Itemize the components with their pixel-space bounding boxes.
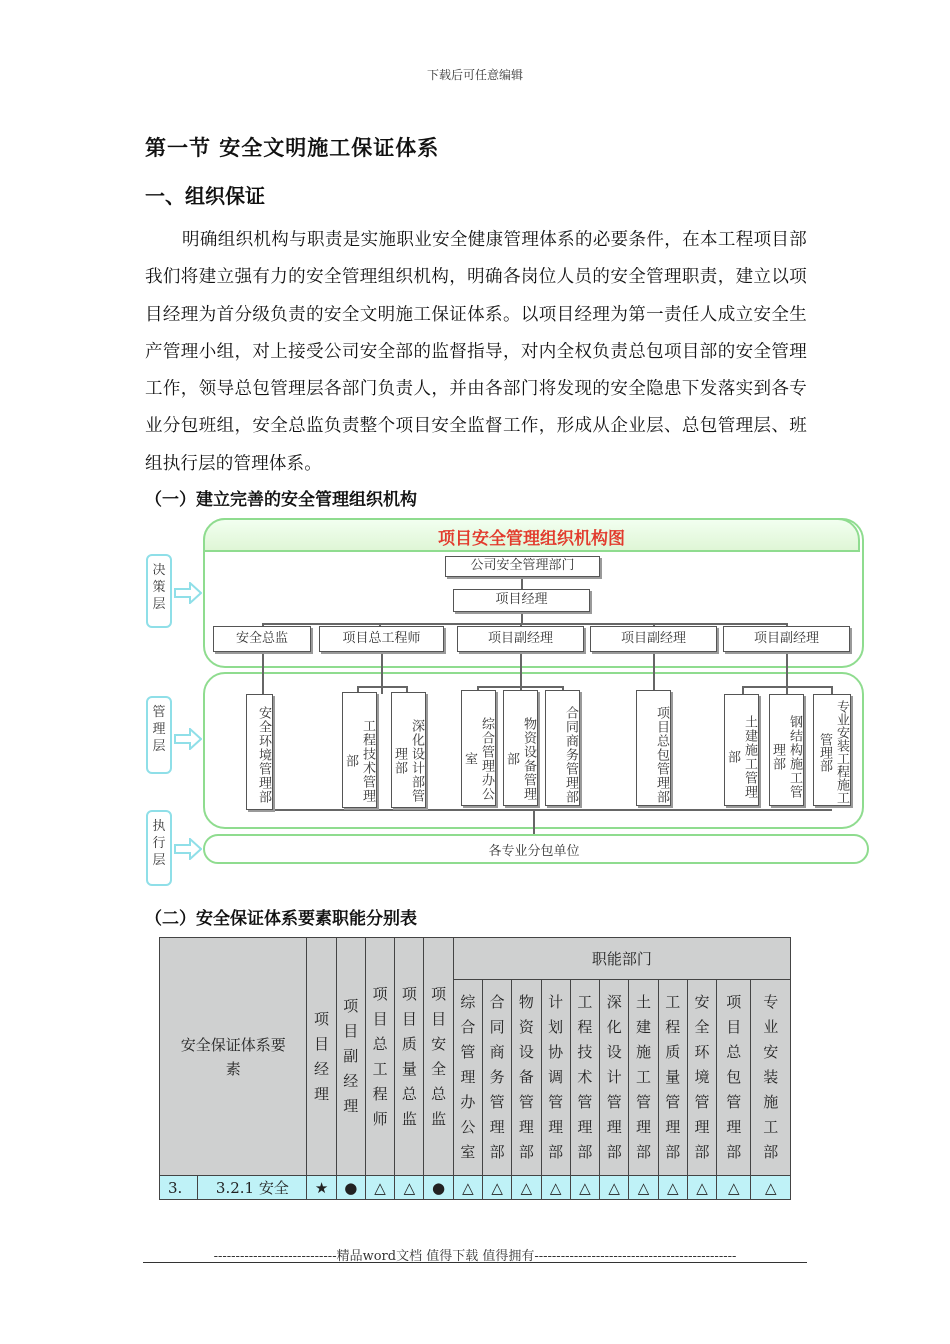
- mark-cell: △: [658, 1176, 687, 1200]
- mark-cell: ●: [424, 1176, 453, 1200]
- element-header: 安全保证体系要素: [160, 938, 307, 1176]
- department-box: 物资设备管理部: [503, 690, 538, 806]
- chart-title: 项目安全管理组织机构图: [438, 529, 625, 549]
- dept-header: 土 建 施 工 管 理 部: [629, 980, 658, 1176]
- company-safety-dept-box: 公司安全管理部门: [445, 556, 600, 577]
- second-row-box: 项目副经理: [723, 626, 850, 652]
- dept-header: 项 目 总 包 管 理 部: [717, 980, 751, 1176]
- dept-header: 深 化 设 计 管 理 部: [600, 980, 629, 1176]
- mark-cell: ★: [307, 1176, 336, 1200]
- department-box: 项目总包管理部: [636, 690, 671, 806]
- heading-org-structure: （一）建立完善的安全管理组织机构: [145, 490, 417, 510]
- second-row-box: 安全总监: [213, 626, 311, 652]
- mark-cell: △: [512, 1176, 541, 1200]
- subsection-title: 一、组织保证: [145, 184, 265, 208]
- dept-header: 安 全 环 境 管 理 部: [687, 980, 716, 1176]
- role-header: 项 目 经 理: [307, 938, 336, 1176]
- mark-cell: △: [751, 1176, 791, 1200]
- dept-header: 工 程 技 术 管 理 部: [570, 980, 599, 1176]
- mark-cell: △: [541, 1176, 570, 1200]
- body-paragraph: 明确组织机构与职责是实施职业安全健康管理体系的必要条件，在本工程项目部我们将建立强有力的安全管理组织机构，明确各岗位人员的安全管理职责，建立以项目经理为首分级负责的安全文明施工保证体系。以项目经理为第一责任人成立安全生产管理小组，对上接受公司安全部的监督指导，对内全权负责总包项目部的安全管理工作，领导总包管理层各部门负责人，并由各部门将发现的安全隐患下发落实到各专业分包班组，安全总监负责整个项目安全监督工作，形成从企业层、总包管理层、班组执行层的管理体系。: [145, 230, 807, 474]
- project-manager-box: 项目经理: [453, 589, 590, 612]
- subcontractors-label: 各专业分包单位: [488, 844, 580, 859]
- dept-header: 合 同 商 务 管 理 部: [483, 980, 512, 1176]
- mark-cell: △: [453, 1176, 482, 1200]
- header-note: 下载后可任意编辑: [426, 68, 523, 82]
- dept-group-header: 职能部门: [453, 938, 790, 980]
- department-box: 安全环境管理部: [246, 694, 273, 810]
- mark-cell: △: [600, 1176, 629, 1200]
- dept-header: 工 程 质 量 管 理 部: [658, 980, 687, 1176]
- dept-header: 专 业 安 装 施 工 部: [751, 980, 791, 1176]
- department-box: 钢结构施工管理部: [769, 694, 804, 806]
- row-number: 3.: [160, 1176, 198, 1200]
- role-header: 项 目 质 量 总 监: [395, 938, 424, 1176]
- role-header: 项 目 副 经 理: [336, 938, 365, 1176]
- mark-cell: △: [629, 1176, 658, 1200]
- arrow-right-icon: [174, 582, 202, 604]
- layer-management: 管 理 层: [146, 696, 172, 774]
- role-header: 项 目 总 工 程 师: [365, 938, 394, 1176]
- department-box: 土建施工管理部: [724, 694, 759, 806]
- row-element: 3.2.1 安全: [198, 1176, 307, 1200]
- heading-function-table: （二）安全保证体系要素职能分别表: [145, 909, 417, 929]
- table-row: [160, 1176, 791, 1200]
- mark-cell: △: [395, 1176, 424, 1200]
- mark-cell: △: [365, 1176, 394, 1200]
- department-box: 综合管理办公室: [461, 690, 496, 806]
- org-chart: [140, 516, 870, 891]
- dept-header: 物 资 设 备 管 理 部: [512, 980, 541, 1176]
- department-box: 工程技术管理部: [342, 692, 377, 808]
- dept-header: 计 划 协 调 管 理 部: [541, 980, 570, 1176]
- layer-decision: 决 策 层: [146, 554, 172, 628]
- footer-note: ----------------------------精品word文档 值得下载 值得拥有----------------------------------------------: [213, 1249, 737, 1264]
- second-row-box: 项目副经理: [457, 626, 584, 652]
- department-box: 合同商务管理部: [545, 690, 580, 806]
- arrow-right-icon: [174, 728, 202, 750]
- role-header: 项 目 安 全 总 监: [424, 938, 453, 1176]
- layer-execution: 执 行 层: [146, 810, 172, 886]
- section-title: 第一节 安全文明施工保证体系: [145, 136, 440, 160]
- arrow-right-icon: [174, 838, 202, 860]
- second-row-box: 项目总工程师: [319, 626, 444, 652]
- mark-cell: △: [483, 1176, 512, 1200]
- function-table: [159, 937, 791, 1200]
- mark-cell: △: [717, 1176, 751, 1200]
- mark-cell: ●: [336, 1176, 365, 1200]
- department-box: 专业安装工程施工管理部: [813, 694, 851, 806]
- department-box: 深化设计部管理部: [391, 692, 426, 808]
- mark-cell: △: [687, 1176, 716, 1200]
- second-row-box: 项目副经理: [590, 626, 717, 652]
- mark-cell: △: [570, 1176, 599, 1200]
- footer-divider: [143, 1262, 807, 1263]
- dept-header: 综 合 管 理 办 公 室: [453, 980, 482, 1176]
